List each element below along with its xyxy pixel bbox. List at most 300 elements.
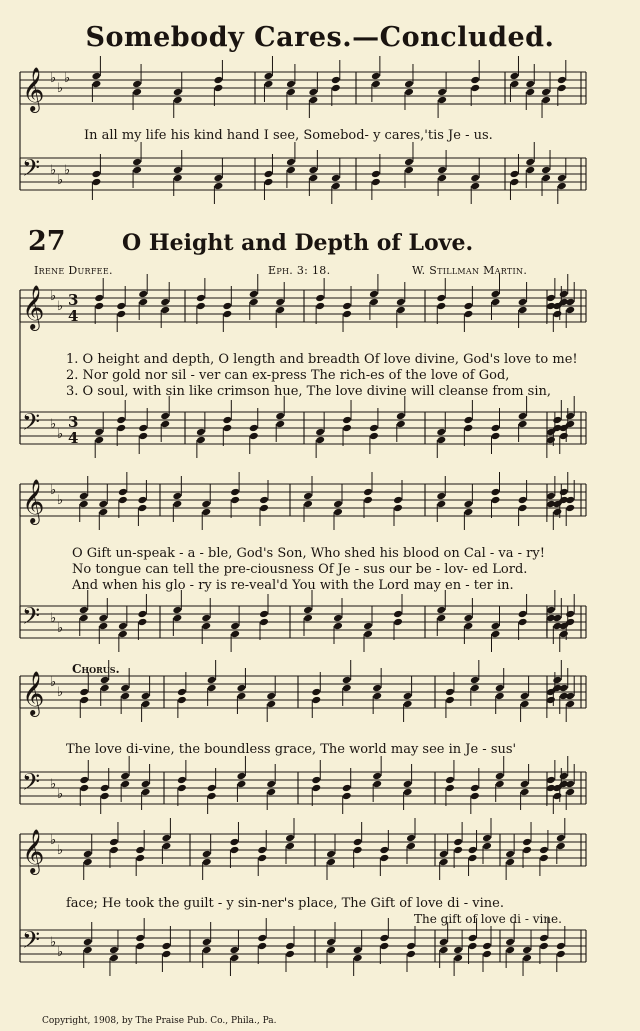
note-head (161, 942, 171, 951)
note-head (439, 858, 449, 867)
note-head (491, 424, 501, 433)
note-head (539, 934, 549, 943)
note-head (118, 630, 128, 639)
note-head (266, 692, 276, 701)
note-head (83, 946, 93, 955)
note-head (470, 684, 480, 693)
note-head (326, 850, 336, 859)
flat-sign: ♭ (50, 289, 57, 304)
note-head (315, 436, 325, 445)
flat-sign: ♭ (57, 945, 64, 960)
note-head (495, 772, 505, 781)
note-head (173, 96, 183, 105)
note-head (379, 942, 389, 951)
note-head (522, 946, 532, 955)
note-head (363, 488, 373, 497)
time-signature-bottom: 4 (68, 429, 79, 447)
note-head (98, 508, 108, 517)
bass-clef: 𝄢 (22, 602, 41, 635)
note-head (132, 80, 142, 89)
note-head (249, 424, 259, 433)
note-head (393, 496, 403, 505)
note-head (213, 76, 223, 85)
note-head (285, 950, 295, 959)
note-head (207, 784, 217, 793)
note-head (138, 424, 148, 433)
note-head (236, 692, 246, 701)
note-head (552, 416, 562, 425)
flat-sign: ♭ (50, 483, 57, 498)
note-head (342, 416, 352, 425)
note-head (177, 784, 187, 793)
note-head (379, 854, 389, 863)
note-head (491, 488, 501, 497)
note-head (326, 946, 336, 955)
note-head (249, 290, 259, 299)
note-head (491, 630, 501, 639)
note-head (353, 954, 363, 963)
note-head (326, 858, 336, 867)
note-head (505, 946, 515, 955)
note-head (557, 84, 567, 93)
note-head (436, 294, 446, 303)
note-head (404, 88, 414, 97)
note-head (120, 692, 130, 701)
note-head (556, 834, 566, 843)
note-head (285, 942, 295, 951)
note-head (177, 696, 187, 705)
verse-1-line-1: 1. O height and depth, O length and breadth Of love divine, God's love to me! (66, 352, 578, 367)
note-head (541, 174, 551, 183)
note-head (406, 834, 416, 843)
note-head (565, 788, 575, 797)
note-head (436, 492, 446, 501)
note-head (229, 838, 239, 847)
note-head (363, 622, 373, 631)
copyright-notice: Copyright, 1908, by The Praise Pub. Co., Phila., Pa. (42, 1016, 277, 1026)
note-head (525, 80, 535, 89)
verse-2-line-2: No tongue can tell the pre-ciousness Of Je - sus our be - lov- ed Lord. (72, 562, 528, 577)
note-head (495, 684, 505, 693)
note-head (109, 954, 119, 963)
note-head (275, 306, 285, 315)
note-head (141, 700, 151, 709)
note-head (177, 688, 187, 697)
chorus-alto-lyric: The gift of love di - vine. (414, 912, 562, 926)
note-head (196, 302, 206, 311)
note-head (333, 614, 343, 623)
note-head (565, 412, 575, 421)
note-head (482, 834, 492, 843)
bass-clef: 𝄢 (22, 408, 41, 441)
note-head (91, 72, 101, 81)
bass-clef: 𝄢 (22, 768, 41, 801)
note-head (137, 618, 147, 627)
note-head (230, 630, 240, 639)
note-head (559, 432, 569, 441)
note-head (470, 792, 480, 801)
note-head (518, 412, 528, 421)
verse-2-line-1: 2. Nor gold nor sil - ver can ex-press The rich-es of the love of God, (66, 368, 510, 383)
note-head (468, 942, 478, 951)
note-head (406, 842, 416, 851)
note-head (342, 302, 352, 311)
note-head (98, 614, 108, 623)
note-head (266, 788, 276, 797)
note-head (445, 688, 455, 697)
note-head (406, 942, 416, 951)
note-head (470, 84, 480, 93)
note-head (557, 182, 567, 191)
note-head (518, 610, 528, 619)
note-head (541, 88, 551, 97)
note-head (201, 508, 211, 517)
note-head (285, 834, 295, 843)
note-head (132, 158, 142, 167)
note-head (333, 508, 343, 517)
note-head (403, 700, 413, 709)
note-head (453, 846, 463, 855)
note-head (565, 692, 575, 701)
note-head (137, 504, 147, 513)
treble-clef: 𝄞 (22, 671, 45, 715)
note-head (468, 846, 478, 855)
note-head (132, 166, 142, 175)
note-head (509, 178, 519, 187)
note-head (436, 436, 446, 445)
note-head (120, 684, 130, 693)
note-head (404, 80, 414, 89)
note-head (353, 846, 363, 855)
note-head (369, 432, 379, 441)
flat-sign: ♭ (50, 611, 57, 626)
note-head (371, 72, 381, 81)
note-head (326, 938, 336, 947)
note-head (369, 298, 379, 307)
note-head (160, 298, 170, 307)
note-head (275, 420, 285, 429)
note-head (138, 432, 148, 441)
note-head (541, 96, 551, 105)
note-head (196, 436, 206, 445)
note-head (518, 618, 528, 627)
note-head (556, 942, 566, 951)
note-head (495, 692, 505, 701)
note-head (172, 492, 182, 501)
note-head (436, 302, 446, 311)
note-head (552, 310, 562, 319)
note-head (439, 938, 449, 947)
hymn-number: 27 (28, 226, 66, 257)
note-head (120, 780, 130, 789)
note-head (371, 178, 381, 187)
note-head (236, 684, 246, 693)
note-head (556, 950, 566, 959)
note-head (173, 166, 183, 175)
note-head (118, 496, 128, 505)
note-head (342, 784, 352, 793)
note-head (266, 780, 276, 789)
note-head (303, 492, 313, 501)
time-signature-top: 3 (68, 413, 79, 431)
note-head (559, 630, 569, 639)
note-head (213, 174, 223, 183)
note-head (559, 488, 569, 497)
note-head (308, 96, 318, 105)
note-head (470, 182, 480, 191)
note-head (396, 420, 406, 429)
note-head (275, 298, 285, 307)
note-head (263, 72, 273, 81)
note-head (437, 88, 447, 97)
note-head (308, 88, 318, 97)
note-head (207, 676, 217, 685)
note-head (94, 294, 104, 303)
continued-hymn-title: Somebody Cares.—Concluded. (85, 22, 555, 53)
note-head (509, 72, 519, 81)
note-head (468, 854, 478, 863)
note-head (263, 80, 273, 89)
note-head (403, 788, 413, 797)
note-head (137, 610, 147, 619)
note-head (201, 500, 211, 509)
note-head (556, 842, 566, 851)
note-head (109, 838, 119, 847)
note-head (552, 676, 562, 685)
note-head (404, 166, 414, 175)
note-head (303, 606, 313, 615)
note-head (331, 182, 341, 191)
note-head (138, 290, 148, 299)
note-head (229, 954, 239, 963)
note-head (525, 88, 535, 97)
note-head (445, 784, 455, 793)
note-head (259, 610, 269, 619)
note-head (229, 946, 239, 955)
note-head (470, 676, 480, 685)
note-head (565, 504, 575, 513)
note-head (315, 302, 325, 311)
note-head (94, 436, 104, 445)
chorus-label: Chorus. (72, 662, 120, 676)
note-head (286, 88, 296, 97)
note-head (100, 684, 110, 693)
note-head (257, 854, 267, 863)
note-head (259, 618, 269, 627)
note-head (230, 488, 240, 497)
time-signature-top: 3 (68, 291, 79, 309)
note-head (342, 676, 352, 685)
flat-sign: ♭ (50, 417, 57, 432)
note-head (118, 622, 128, 631)
note-head (491, 298, 501, 307)
note-head (222, 302, 232, 311)
note-head (257, 934, 267, 943)
chorus-line-2: face; He took the guilt - y sin-ner's place, The Gift of love di - vine. (66, 896, 504, 911)
note-head (207, 792, 217, 801)
note-head (436, 606, 446, 615)
note-head (303, 500, 313, 509)
note-head (518, 298, 528, 307)
note-head (202, 946, 212, 955)
flat-sign: ♭ (50, 163, 57, 178)
flat-sign: ♭ (57, 81, 64, 96)
note-head (91, 170, 101, 179)
note-head (202, 850, 212, 859)
note-head (406, 950, 416, 959)
note-head (470, 784, 480, 793)
note-head (453, 954, 463, 963)
note-head (518, 496, 528, 505)
note-head (445, 776, 455, 785)
scripture-reference: Eph. 3: 18. (268, 264, 331, 277)
note-head (369, 290, 379, 299)
note-head (565, 306, 575, 315)
note-head (116, 416, 126, 425)
note-head (445, 696, 455, 705)
note-head (311, 688, 321, 697)
note-head (393, 610, 403, 619)
note-head (135, 854, 145, 863)
note-head (539, 854, 549, 863)
note-head (557, 174, 567, 183)
note-head (437, 174, 447, 183)
note-head (257, 942, 267, 951)
treble-clef: 𝄞 (22, 67, 45, 111)
note-head (353, 946, 363, 955)
note-head (372, 692, 382, 701)
note-head (525, 166, 535, 175)
note-head (520, 700, 530, 709)
note-head (393, 618, 403, 627)
note-head (342, 792, 352, 801)
note-head (396, 306, 406, 315)
note-head (172, 606, 182, 615)
treble-clef: 𝄞 (22, 829, 45, 873)
note-head (286, 80, 296, 89)
note-head (437, 96, 447, 105)
note-head (311, 776, 321, 785)
note-head (565, 700, 575, 709)
note-head (342, 684, 352, 693)
note-head (505, 938, 515, 947)
note-head (132, 88, 142, 97)
note-head (98, 622, 108, 631)
note-head (439, 850, 449, 859)
note-head (315, 294, 325, 303)
note-head (202, 858, 212, 867)
note-head (266, 700, 276, 709)
note-head (141, 692, 151, 701)
note-head (403, 780, 413, 789)
note-head (463, 622, 473, 631)
flat-sign: ♭ (57, 621, 64, 636)
note-head (470, 76, 480, 85)
note-head (161, 842, 171, 851)
note-head (369, 424, 379, 433)
note-head (259, 496, 269, 505)
note-head (491, 496, 501, 505)
note-head (379, 846, 389, 855)
note-head (83, 850, 93, 859)
note-head (522, 954, 532, 963)
note-head (331, 84, 341, 93)
note-head (331, 76, 341, 85)
note-head (436, 614, 446, 623)
note-head (522, 846, 532, 855)
note-head (196, 428, 206, 437)
note-head (463, 614, 473, 623)
note-head (311, 784, 321, 793)
note-head (286, 158, 296, 167)
note-head (303, 614, 313, 623)
note-head (116, 424, 126, 433)
note-head (249, 298, 259, 307)
note-head (201, 614, 211, 623)
note-head (463, 508, 473, 517)
hymn-title: O Height and Depth of Love. (122, 230, 474, 256)
note-head (222, 310, 232, 319)
note-head (453, 838, 463, 847)
note-head (116, 310, 126, 319)
note-head (161, 950, 171, 959)
note-head (236, 772, 246, 781)
note-head (559, 684, 569, 693)
note-head (213, 84, 223, 93)
flat-sign: ♭ (57, 493, 64, 508)
note-head (557, 76, 567, 85)
note-head (371, 80, 381, 89)
note-head (135, 846, 145, 855)
note-head (141, 788, 151, 797)
note-head (463, 310, 473, 319)
note-head (342, 310, 352, 319)
note-head (100, 676, 110, 685)
note-head (100, 784, 110, 793)
flat-sign: ♭ (64, 71, 71, 86)
note-head (331, 174, 341, 183)
flat-sign: ♭ (50, 777, 57, 792)
note-head (259, 504, 269, 513)
note-head (518, 306, 528, 315)
note-head (372, 772, 382, 781)
note-head (172, 614, 182, 623)
note-head (160, 306, 170, 315)
note-head (94, 302, 104, 311)
note-head (138, 298, 148, 307)
note-head (453, 946, 463, 955)
note-head (505, 850, 515, 859)
note-head (83, 938, 93, 947)
note-head (565, 780, 575, 789)
note-head (285, 842, 295, 851)
verse-3-line-2: And when his glo - ry is re-veal'd You with the Lord may en - ter in. (72, 578, 514, 593)
bass-clef: 𝄢 (22, 154, 41, 187)
note-head (79, 784, 89, 793)
note-head (202, 938, 212, 947)
flat-sign: ♭ (64, 163, 71, 178)
note-head (372, 780, 382, 789)
note-head (137, 496, 147, 505)
note-head (207, 684, 217, 693)
note-head (79, 606, 89, 615)
note-head (94, 428, 104, 437)
flat-sign: ♭ (50, 675, 57, 690)
note-head (552, 792, 562, 801)
note-head (379, 934, 389, 943)
note-head (109, 946, 119, 955)
note-head (482, 942, 492, 951)
